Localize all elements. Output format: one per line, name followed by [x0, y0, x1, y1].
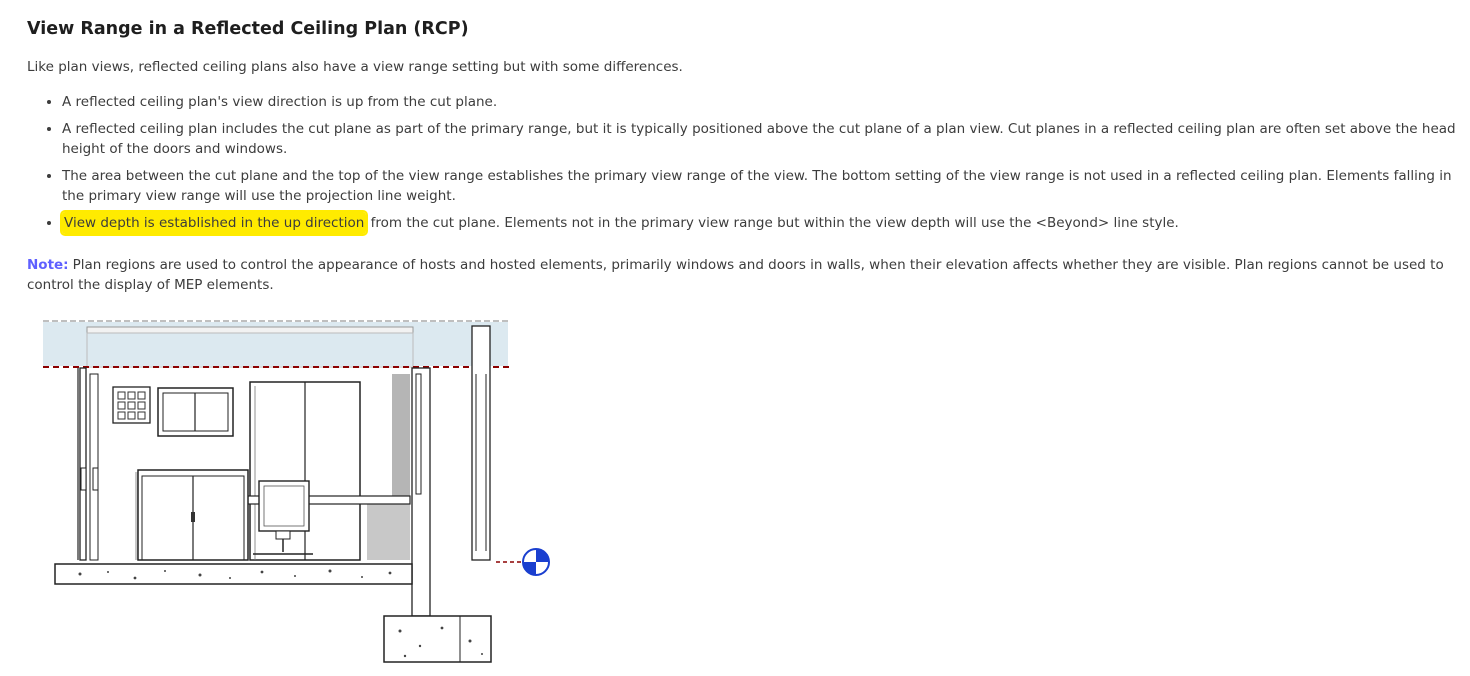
rcp-section-diagram [40, 316, 555, 668]
intro-paragraph: Like plan views, reflected ceiling plans also have a view range setting but with some differences. [27, 59, 683, 75]
desk [230, 496, 410, 504]
list-item-text: A reflected ceiling plan's view direction is up from the cut plane. [62, 94, 498, 110]
chair [259, 481, 309, 531]
list-item [62, 166, 1470, 206]
note-text: Plan regions are used to control the appearance of hosts and hosted elements, primarily windows and doors in walls, when their elevation affects whether they are visible. Plan regions cannot be used to control the display of MEP elements. [27, 257, 1444, 293]
list-item-text: from the cut plane. Elements not in the primary view range but within the view depth will use the <Beyond> line style. [366, 215, 1179, 231]
highlighted-text: View depth is established in the up direction [62, 212, 366, 234]
bullet-list [27, 92, 1470, 240]
floor-slab [55, 564, 412, 584]
level-marker-icon [521, 547, 551, 577]
list-item [62, 119, 1470, 159]
list-item-text: A reflected ceiling plan includes the cut plane as part of the primary range, but it is typically positioned above the cut plane of a plan view. Cut planes in a reflected ceiling plan are often set above the head height of the doors and windows. [62, 121, 1456, 157]
ceiling [87, 327, 413, 333]
left-wall [80, 368, 86, 560]
note-label: Note: [27, 257, 69, 273]
list-item [62, 213, 1470, 233]
footing [384, 616, 491, 662]
list-item-text: The area between the cut plane and the top of the view range establishes the primary view range of the view. The bottom setting of the view range is not used in a reflected ceiling plan. Elements falling in the primary view range will use the projection line weight. [62, 168, 1452, 204]
list-item [62, 92, 1470, 112]
section-heading: View Range in a Reflected Ceiling Plan (RCP) [27, 19, 469, 39]
section-drawing [40, 316, 555, 668]
note-paragraph [27, 255, 1457, 295]
exterior-column [472, 326, 490, 560]
